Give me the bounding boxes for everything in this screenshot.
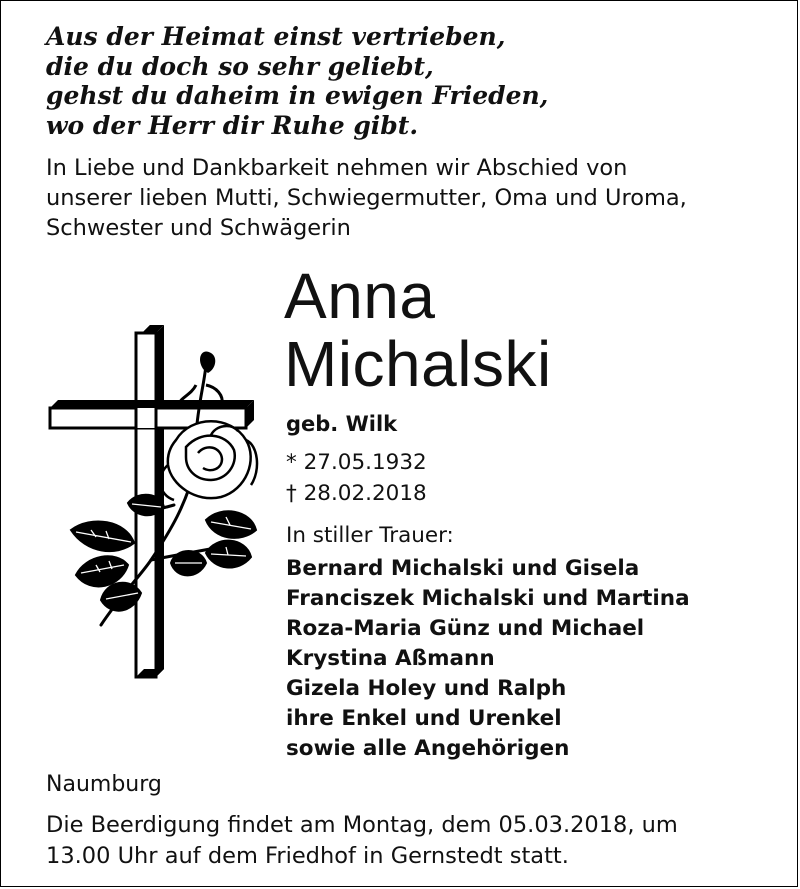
life-dates [286, 447, 427, 509]
cross-with-rose-icon [46, 325, 261, 680]
mourner: Bernard Michalski und Gisela [286, 556, 640, 581]
poem-line: wo der Herr dir Ruhe gibt. [46, 110, 419, 140]
birth-name: geb. Wilk [286, 412, 398, 436]
mourners-list [286, 554, 690, 764]
memorial-poem [46, 22, 548, 140]
last-name: Michalski [284, 328, 552, 400]
rose-bloom-icon [160, 421, 257, 500]
mourner: Roza-Maria Günz und Michael [286, 616, 645, 641]
deceased-name [284, 262, 552, 398]
funeral-line: Die Beerdigung findet am Montag, dem 05.03.2018, um [46, 812, 678, 838]
poem-line: Aus der Heimat einst vertrieben, [46, 22, 506, 51]
mourner: Franciszek Michalski und Martina [286, 586, 690, 611]
mourner: Gizela Holey und Ralph [286, 676, 567, 701]
intro-line: In Liebe und Dankbarkeit nehmen wir Abschied von [46, 155, 628, 181]
place-name: Naumburg [46, 772, 162, 797]
mourning-label: In stiller Trauer: [286, 523, 454, 548]
poem-line: gehst du daheim in ewigen Frieden, [46, 81, 549, 110]
first-name: Anna [284, 260, 436, 332]
farewell-intro [46, 153, 786, 243]
mourner: sowie alle Angehörigen [286, 736, 570, 761]
mourner: Krystina Aßmann [286, 646, 495, 671]
death-date: † 28.02.2018 [286, 481, 427, 506]
poem-line: die du doch so sehr geliebt, [46, 51, 434, 81]
mourner: ihre Enkel und Urenkel [286, 706, 562, 731]
intro-line: unserer lieben Mutti, Schwiegermutter, Oma und Uroma, [46, 185, 687, 211]
funeral-line: 13.00 Uhr auf dem Friedhof in Gernstedt statt. [46, 843, 569, 869]
birth-date: * 27.05.1932 [286, 450, 427, 475]
funeral-info [46, 810, 678, 872]
intro-line: Schwester und Schwägerin [46, 215, 351, 241]
